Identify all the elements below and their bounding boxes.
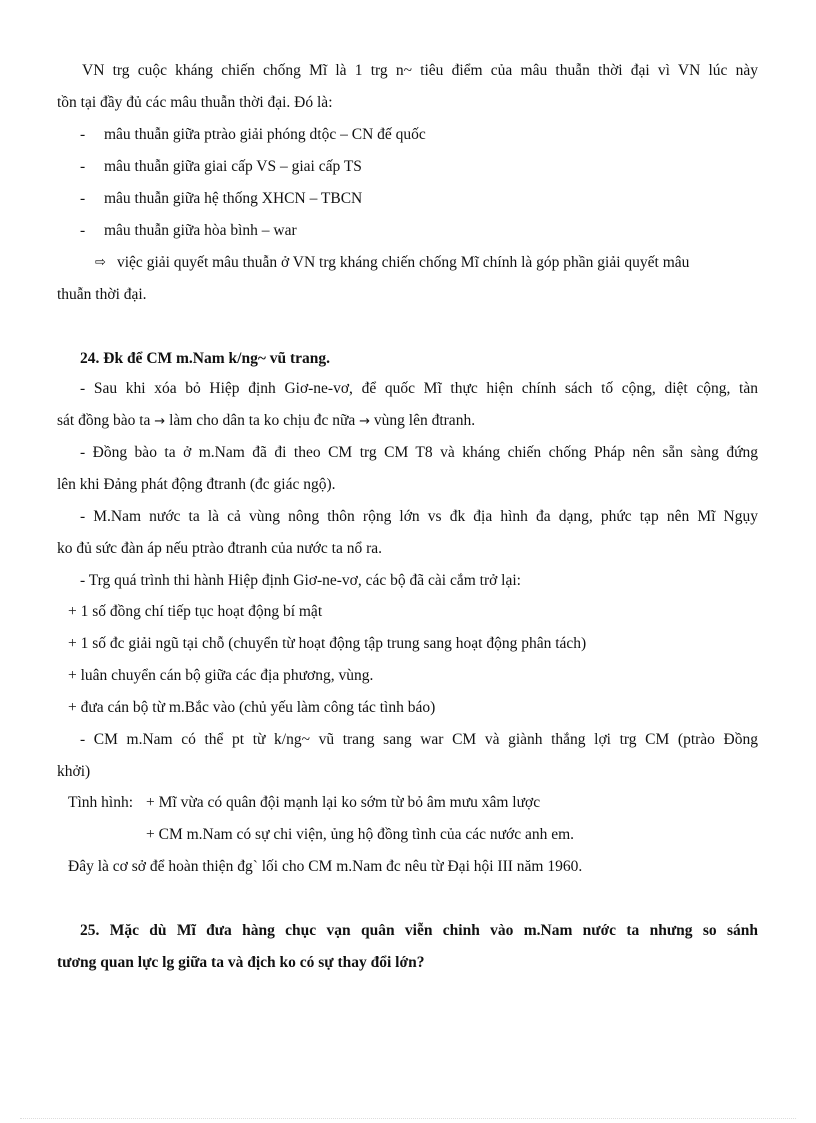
section-24-heading: 24. Đk để CM m.Nam k/ng~ vũ trang. (80, 350, 331, 367)
intro-line-1: VN trg cuộc kháng chiến chống Mĩ là 1 trg n~ tiêu điểm của mâu thuẫn thời đại vì VN lúc này (82, 62, 758, 79)
bullet-marker: - (80, 222, 86, 239)
section-25-heading-line-2: tương quan lực lg giữa ta và địch ko có sự thay đổi lớn? (57, 954, 425, 971)
s24-p2-line-1: - Đồng bào ta ở m.Nam đã đi theo CM trg CM T8 và kháng chiến chống Pháp nên sẵn sàng đứng (80, 444, 758, 461)
plus-item: + 1 số đồng chí tiếp tục hoạt động bí mật (68, 603, 323, 620)
right-arrow-icon: → (359, 414, 371, 429)
s24-p1-line-2 (57, 411, 475, 432)
bullet-marker: - (80, 158, 86, 175)
plus-item: + đưa cán bộ từ m.Bắc vào (chủ yếu làm công tác tình báo) (68, 699, 436, 716)
s24-p5-line-1: - CM m.Nam có thể pt từ k/ng~ vũ trang sang war CM và giành thắng lợi trg CM (ptrào Đồng (80, 731, 758, 748)
implies-arrow-icon: ⇨ (95, 255, 106, 270)
bullet-item: mâu thuẫn giữa hòa bình – war (104, 222, 297, 239)
plus-item: + luân chuyển cán bộ giữa các địa phương, vùng. (68, 667, 374, 684)
s24-p3-line-2: ko đủ sức đàn áp nếu ptrào đtranh của nước ta nổ ra. (57, 540, 382, 557)
conclusion-line-1: việc giải quyết mâu thuẫn ở VN trg kháng chiến chống Mĩ chính là góp phần giải quyết mâu (117, 254, 690, 271)
s24-p1-part-c: vùng lên đtranh. (373, 412, 476, 429)
situation-item-1: + Mĩ vừa có quân đội mạnh lại ko sớm từ bỏ âm mưu xâm lược (146, 794, 541, 811)
s24-p3-line-1: - M.Nam nước ta là cả vùng nông thôn rộng lớn vs đk địa hình đa dạng, phức tạp nên Mĩ Ngụy (80, 508, 758, 525)
s24-p2-line-2: lên khi Đảng phát động đtranh (đc giác ngộ). (57, 476, 336, 493)
s24-p1-part-a: sát đồng bào ta (57, 412, 151, 429)
s24-p1-line-1: - Sau khi xóa bỏ Hiệp định Giơ-ne-vơ, để quốc Mĩ thực hiện chính sách tố cộng, diệt cộng, tàn (80, 380, 758, 397)
bullet-item: mâu thuẫn giữa hệ thống XHCN – TBCN (104, 190, 363, 207)
s24-closing: Đây là cơ sở để hoàn thiện đg` lối cho CM m.Nam đc nêu từ Đại hội III năm 1960. (68, 858, 583, 875)
intro-line-2: tồn tại đầy đủ các mâu thuẫn thời đại. Đó là: (57, 94, 333, 111)
section-25-heading-line-1: 25. Mặc dù Mĩ đưa hàng chục vạn quân viễn chinh vào m.Nam nước ta nhưng so sánh (80, 922, 758, 939)
s24-p5-line-2: khởi) (57, 763, 91, 780)
conclusion-line-2: thuẫn thời đại. (57, 286, 147, 303)
situation-item-2: + CM m.Nam có sự chi viện, ủng hộ đồng tình của các nước anh em. (146, 826, 575, 843)
s24-p1-part-b: làm cho dân ta ko chịu đc nữa (169, 412, 356, 429)
bullet-item: mâu thuẫn giữa giai cấp VS – giai cấp TS (104, 158, 362, 175)
plus-item: + 1 số đc giải ngũ tại chỗ (chuyển từ hoạt động tập trung sang hoạt động phân tách) (68, 635, 587, 652)
bullet-item: mâu thuẫn giữa ptrào giải phóng dtộc – CN đế quốc (104, 126, 426, 143)
right-arrow-icon: → (154, 414, 166, 429)
page-bottom-divider (20, 1118, 796, 1119)
situation-label: Tình hình: (68, 794, 134, 811)
bullet-marker: - (80, 126, 86, 143)
s24-p4: - Trg quá trình thi hành Hiệp định Giơ-ne-vơ, các bộ đã cài cắm trở lại: (80, 572, 521, 589)
bullet-marker: - (80, 190, 86, 207)
